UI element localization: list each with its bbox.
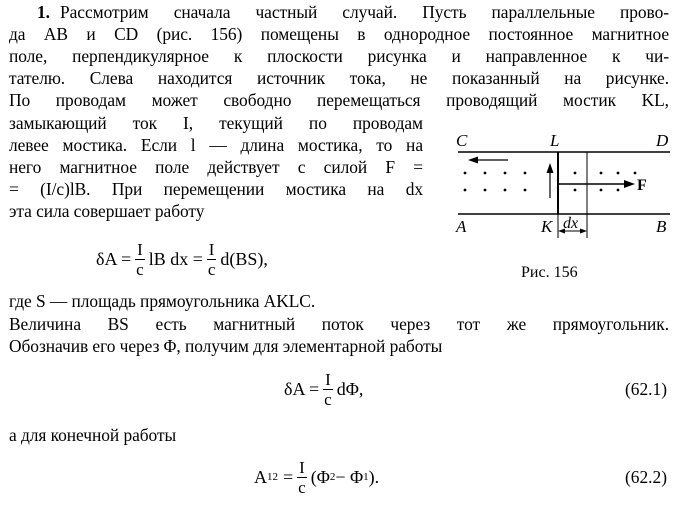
figure-caption: Рис. 156 bbox=[521, 264, 578, 281]
label-f: F bbox=[637, 177, 647, 194]
label-b: B bbox=[656, 217, 667, 236]
eq-part: lB dx = bbox=[148, 248, 203, 269]
force-arrow bbox=[559, 180, 635, 188]
fraction-numerator: I bbox=[208, 239, 215, 259]
label-dx: dx bbox=[563, 215, 579, 232]
text-line: замыкающий ток I, текущий по проводам bbox=[9, 113, 423, 133]
fraction-numerator: I bbox=[137, 239, 143, 259]
eq-part: δA = bbox=[284, 378, 320, 399]
text-line: а для конечной работы bbox=[9, 425, 177, 445]
eq-part: A bbox=[254, 466, 267, 487]
paragraph-number: 1. bbox=[37, 2, 50, 22]
fraction-denominator: c bbox=[136, 259, 144, 279]
equation-number: (62.1) bbox=[624, 379, 667, 399]
fraction-denominator: c bbox=[298, 477, 306, 497]
fraction-denominator: c bbox=[207, 259, 216, 279]
eq-part: dΦ, bbox=[336, 378, 364, 399]
equation-62-1 bbox=[284, 364, 363, 414]
text-line: эта сила совершает работу bbox=[9, 201, 205, 221]
equation-62-2 bbox=[254, 452, 379, 502]
text-line: левее мостика. Если l — длина мостика, то на bbox=[9, 135, 423, 155]
fraction bbox=[322, 370, 334, 409]
text-line: него магнитное поле действует с силой F = bbox=[9, 157, 423, 177]
fraction bbox=[134, 240, 146, 279]
current-arrow-up bbox=[547, 163, 554, 198]
figure-156 bbox=[446, 130, 676, 242]
eq-part: (Φ bbox=[310, 466, 330, 487]
eq-subscript: 12 bbox=[267, 471, 278, 483]
eq-part: = bbox=[283, 466, 294, 487]
text-line: Рассмотрим сначала частный случай. Пусть параллельные прово- bbox=[60, 2, 669, 22]
label-k: K bbox=[541, 217, 553, 236]
fraction bbox=[296, 458, 308, 497]
text-line: По проводам может свободно перемещаться проводящий мостик KL, bbox=[9, 90, 669, 110]
label-a: A bbox=[456, 217, 467, 236]
label-c: C bbox=[456, 131, 468, 150]
fraction bbox=[206, 240, 218, 279]
text-line: Величина BS есть магнитный поток через тот же прямоугольник. bbox=[9, 314, 669, 334]
eq-part: ). bbox=[368, 466, 380, 487]
text-line: = (I/c)lB. При перемещении мостика на dx bbox=[9, 179, 423, 199]
eq-subscript: 1 bbox=[363, 471, 369, 483]
eq-part: d(BS), bbox=[220, 248, 268, 269]
eq-subscript: 2 bbox=[329, 471, 336, 483]
text-line: тателю. Слева находится источник тока, не показанный на рисунке. bbox=[9, 68, 669, 88]
label-d: D bbox=[656, 131, 669, 150]
equation-number: (62.2) bbox=[624, 467, 667, 487]
text-line: да AB и CD (рис. 156) помещены в однородное постоянное магнитное bbox=[9, 24, 669, 44]
current-arrow-left bbox=[468, 157, 508, 164]
eq-part: − Φ bbox=[335, 466, 364, 487]
equation-work bbox=[96, 234, 268, 284]
fraction-numerator: I bbox=[325, 369, 331, 389]
fraction-numerator: I bbox=[299, 457, 305, 477]
fraction-denominator: c bbox=[324, 389, 332, 409]
text-line: где S — площадь прямоугольника AKLC. bbox=[9, 291, 316, 311]
eq-part: δA = bbox=[96, 248, 132, 269]
text-line: поле, перпендикулярное к плоскости рисунка и направленное к чи- bbox=[9, 46, 669, 66]
text-line: Обозначив его через Φ, получим для элементарной работы bbox=[9, 336, 443, 356]
label-l: L bbox=[550, 131, 560, 150]
